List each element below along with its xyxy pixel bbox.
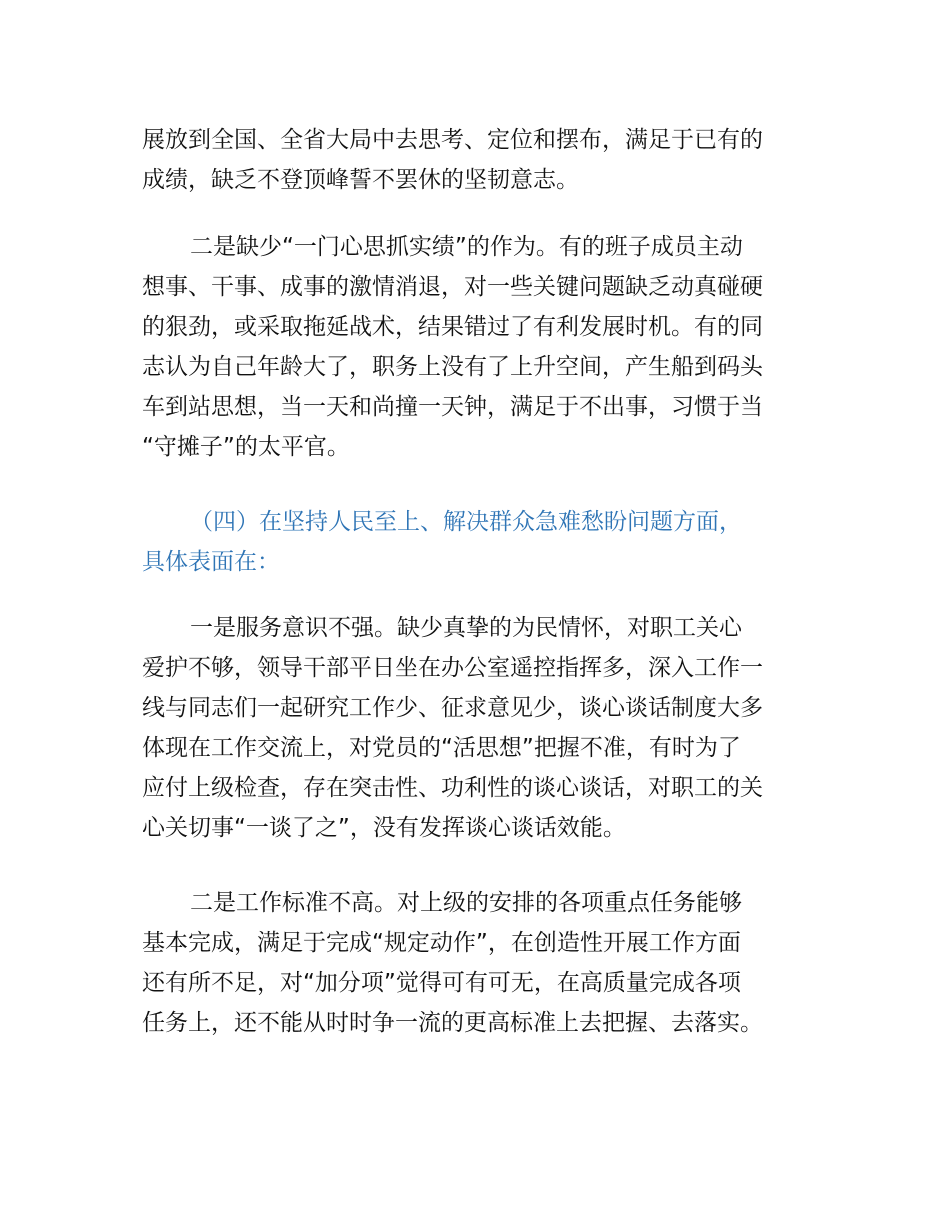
text-line: 线与同志们一起研究工作少、征求意见少，谈心谈话制度大多 [142, 695, 763, 721]
text-line: 二是工作标准不高。对上级的安排的各项重点任务能够 [190, 890, 742, 916]
text-line: 应付上级检查，存在突击性、功利性的谈心谈话，对职工的关 [142, 775, 763, 801]
text-line: 心关切事“一谈了之”，没有发挥谈心谈话效能。 [142, 815, 626, 841]
text-line: 体现在工作交流上，对党员的“活思想”把握不准，有时为了 [142, 735, 741, 761]
text-line: “守摊子”的太平官。 [142, 434, 350, 460]
text-line: 爱护不够，领导干部平日坐在办公室遥控指挥多，深入工作一 [142, 655, 763, 681]
text-line: 二是缺少“一门心思抓实绩”的作为。有的班子成员主动 [190, 234, 743, 260]
heading-line: （四）在坚持人民至上、解决群众急难愁盼问题方面， [190, 509, 742, 535]
text-line: 基本完成，满足于完成“规定动作”，在创造性开展工作方面 [142, 930, 741, 956]
text-line: 成绩，缺乏不登顶峰誓不罢休的坚韧意志。 [142, 167, 579, 193]
paragraph-lack-of-action [142, 227, 812, 467]
text-line: 的狠劲，或采取拖延战术，结果错过了有利发展时机。有的同 [142, 314, 763, 340]
text-line: 还有所不足，对“加分项”觉得可有可无，在高质量完成各项 [142, 970, 741, 996]
text-line: 车到站思想，当一天和尚撞一天钟，满足于不出事，习惯于当 [142, 394, 763, 420]
text-line: 想事、干事、成事的激情消退，对一些关键问题缺乏动真碰硬 [142, 274, 763, 300]
heading-line: 具体表面在： [142, 549, 280, 575]
paragraph-continuation [142, 120, 812, 200]
text-line: 志认为自己年龄大了，职务上没有了上升空间，产生船到码头 [142, 354, 763, 380]
section-heading [142, 502, 812, 582]
paragraph-work-standards [142, 883, 812, 1043]
text-line: 展放到全国、全省大局中去思考、定位和摆布，满足于已有的 [142, 127, 763, 153]
text-line: 任务上，还不能从时时争一流的更高标准上去把握、去落实。 [142, 1010, 763, 1036]
paragraph-service-awareness [142, 608, 812, 848]
text-line: 一是服务意识不强。缺少真挚的为民情怀，对职工关心 [190, 615, 742, 641]
